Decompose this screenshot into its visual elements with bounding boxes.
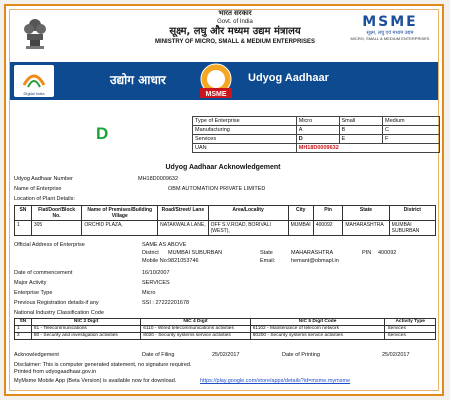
column-header: NIC 5 Digit Code — [250, 319, 385, 326]
previous-registration-label: Previous Registration details-if any — [14, 300, 99, 306]
table-cell: 6110 - Wired telecommunications activities — [141, 326, 250, 333]
msme-logo-subtitle: MICRO, SMALL & MEDIUM ENTERPRISES — [350, 36, 430, 41]
state-value: MAHARASHTRA — [291, 250, 334, 256]
table-row — [15, 333, 436, 340]
udyog-aadhaar-banner — [10, 62, 438, 100]
mobile-app-link[interactable]: https://play.google.com/store/apps/details?id=msme.mymsme — [200, 378, 351, 384]
table-cell: UAN — [193, 144, 297, 153]
column-header: District — [389, 206, 435, 221]
column-header: SN — [15, 319, 32, 326]
uan-value: MH18D0009632 — [138, 176, 179, 182]
category-letter: D — [96, 124, 109, 143]
table-cell: 61102 - Maintenance of telecom network — [250, 326, 385, 333]
certificate-header — [10, 8, 438, 60]
table-cell: ORCHID PLAZA, — [82, 221, 158, 236]
pin-label: PIN — [362, 250, 372, 256]
column-header: City — [288, 206, 313, 221]
table-header-row — [15, 206, 436, 221]
district-value: MUMBAI SUBURBAN — [168, 250, 223, 256]
certificate-frame — [4, 4, 444, 396]
table-row — [193, 144, 440, 153]
digital-india-icon — [14, 65, 54, 91]
column-header: Activity Type — [385, 319, 436, 326]
disclaimer-text: Disclaimer: This is computer generated statement, no signature required. — [14, 362, 192, 368]
nic-label: National Industry Classification Code — [14, 310, 104, 316]
column-header: Area/Locality — [208, 206, 288, 221]
column-header: Name of Premises/Building Village — [82, 206, 158, 221]
table-cell: Micro — [296, 117, 339, 126]
table-cell: 80200 - Security systems service activities — [250, 333, 385, 340]
table-cell: Small — [339, 117, 383, 126]
filing-date-label: Date of Filing — [142, 352, 175, 358]
table-cell: Type of Enterprise — [193, 117, 297, 126]
gov-english: Govt. of India — [217, 19, 253, 25]
pin-value: 400092 — [378, 250, 397, 256]
table-cell: A — [296, 126, 339, 135]
table-cell: 1 — [15, 326, 32, 333]
column-header: State — [343, 206, 389, 221]
msme-logo — [348, 14, 432, 41]
column-header: Road/Street/ Lane — [158, 206, 209, 221]
table-cell: 61 - Telecommunications — [31, 326, 140, 333]
commencement-label: Date of commencement — [14, 270, 73, 276]
svg-text:MSME: MSME — [205, 91, 227, 98]
acknowledgement-label: Acknowledgement — [14, 352, 59, 358]
table-cell: Services — [193, 135, 297, 144]
table-cell: D — [296, 135, 339, 144]
state-label: State — [260, 250, 273, 256]
table-cell: Manufacturing — [193, 126, 297, 135]
official-address-value: SAME AS ABOVE — [142, 242, 187, 248]
table-row — [15, 221, 436, 236]
enterprise-type-value: Micro — [142, 290, 156, 296]
district-label: District — [142, 250, 159, 256]
printed-from-text: Printed from udyogaadhaar.gov.in — [14, 369, 97, 375]
gov-hindi: भारत सरकार — [218, 10, 252, 17]
udyog-aadhaar-badge-icon — [196, 63, 236, 99]
mobile-app-note: MyMsme Mobile App (Beta Version) is available now for download. — [14, 378, 177, 384]
table-cell: B — [339, 126, 383, 135]
email-value: hemant@obmapl.in — [291, 258, 339, 264]
table-cell: MUMBAI SUBURBAN — [389, 221, 435, 236]
major-activity-label: Major Activity — [14, 280, 47, 286]
enterprise-name-value: OBM AUTOMATION PRIVATE LIMITED — [168, 186, 266, 192]
table-cell: Medium — [383, 117, 440, 126]
mobile-value: 9821053746 — [168, 258, 199, 264]
email-label: Email: — [260, 258, 276, 264]
table-cell: C — [383, 126, 440, 135]
official-address-label: Official Address of Enterprise — [14, 242, 85, 248]
digital-india-label: Digital India — [23, 91, 45, 96]
table-row — [193, 117, 440, 126]
location-label: Location of Plant Details: — [14, 196, 75, 202]
banner-english-name: Udyog Aadhaar — [248, 72, 329, 84]
uan-value-cell: MH18D0009632 — [296, 144, 439, 153]
previous-registration-value: SSI : 27222201678 — [142, 300, 190, 306]
msme-logo-hindi: सूक्ष्म, लघु एवं मध्यम उद्यम — [366, 30, 414, 36]
acknowledgement-title: Udyog Aadhaar Acknowledgement — [165, 164, 281, 171]
table-cell: Services — [385, 333, 436, 340]
nic-table — [14, 318, 436, 340]
plant-details-table — [14, 205, 436, 236]
table-cell: 80 - Security and investigation activities — [31, 333, 140, 340]
table-cell: 8020 - Security systems service activities — [141, 333, 250, 340]
enterprise-name-label: Name of Enterprise — [14, 186, 62, 192]
major-activity-value: SERVICES — [142, 280, 170, 286]
table-cell: 305 — [31, 221, 82, 236]
digital-india-logo — [14, 65, 54, 97]
table-cell: MAHARASHTRA — [343, 221, 389, 236]
column-header: Flat/Door/Block No. — [31, 206, 82, 221]
table-header-row — [15, 319, 436, 326]
column-header: Pin — [313, 206, 342, 221]
banner-hindi-name: उद्योग आधार — [110, 73, 166, 87]
table-row — [193, 126, 440, 135]
msme-logo-mark: MSME — [362, 14, 418, 30]
commencement-value: 16/10/2007 — [142, 270, 170, 276]
table-row — [193, 135, 440, 144]
ministry-hindi: सूक्ष्म, लघु और मध्यम उद्यम मंत्रालय — [169, 26, 301, 37]
table-row — [15, 326, 436, 333]
table-cell: 1 — [15, 221, 32, 236]
ministry-english: MINISTRY OF MICRO, SMALL & MEDIUM ENTERPRISES — [155, 39, 315, 45]
enterprise-type-label: Enterprise Type — [14, 290, 53, 296]
enterprise-type-table — [192, 116, 440, 153]
table-cell: E — [339, 135, 383, 144]
table-cell: MUMBAI — [288, 221, 313, 236]
uan-label: Udyog Aadhaar Number — [14, 176, 74, 182]
column-header: SN — [15, 206, 32, 221]
printing-date-label: Date of Printing — [282, 352, 320, 358]
table-cell: F — [383, 135, 440, 144]
national-emblem-icon — [22, 12, 48, 52]
table-cell: NATAKWALA LANE, — [158, 221, 209, 236]
filing-date-value: 25/02/2017 — [212, 352, 240, 358]
table-cell: Services — [385, 326, 436, 333]
table-cell: 400092 — [313, 221, 342, 236]
printing-date-value: 25/02/2017 — [382, 352, 410, 358]
column-header: NIC 2 Digit — [31, 319, 140, 326]
column-header: NIC 4 Digit — [141, 319, 250, 326]
table-cell: 2 — [15, 333, 32, 340]
ministry-heading — [130, 10, 340, 47]
mobile-label: Mobile No: — [142, 258, 169, 264]
table-cell: OFF S.V.ROAD, BORIVALI (WEST), — [208, 221, 288, 236]
